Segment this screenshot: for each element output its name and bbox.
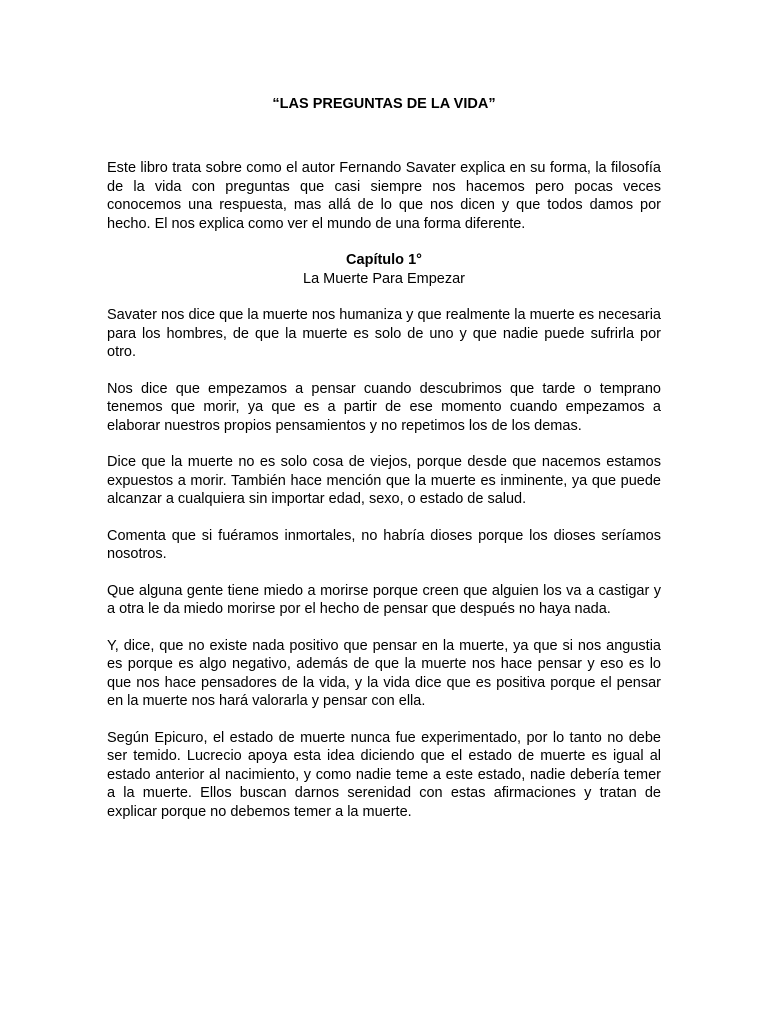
body-paragraph-2: Nos dice que empezamos a pensar cuando descubrimos que tarde o temprano tenemos que morir, ya que es a partir de ese momento cuando empezamos a elaborar nuestros propios pensamientos y no repetimos los de los demas. bbox=[107, 380, 661, 434]
body-paragraph-7: Según Epicuro, el estado de muerte nunca fue experimentado, por lo tanto no debe ser temido. Lucrecio apoya esta idea diciendo que el estado de muerte es igual al estado anterior al nacimiento, y como nadie teme a este estado, nadie debería temer a la muerte. Ellos buscan darnos serenidad con estas afirmaciones y tratan de explicar porque no debemos temer a la muerte. bbox=[107, 729, 661, 820]
body-paragraph-1: Savater nos dice que la muerte nos humaniza y que realmente la muerte es necesaria para los hombres, de que la muerte es solo de uno y que nadie puede sufrirla por otro. bbox=[107, 307, 661, 360]
body-paragraph-5: Que alguna gente tiene miedo a morirse porque creen que alguien los va a castigar y a otra le da miedo morirse por el hecho de pensar que después no haya nada. bbox=[107, 582, 661, 617]
chapter-subtitle: La Muerte Para Empezar bbox=[303, 270, 465, 287]
chapter-heading: Capítulo 1° bbox=[346, 252, 422, 268]
document-title: “LAS PREGUNTAS DE LA VIDA” bbox=[272, 96, 496, 112]
body-paragraph-3: Dice que la muerte no es solo cosa de viejos, porque desde que nacemos estamos expuestos a morir. También hace mención que la muerte es inminente, ya que puede alcanzar a cualquiera sin importar edad, sexo, o estado de salud. bbox=[107, 454, 661, 507]
body-paragraph-6: Y, dice, que no existe nada positivo que pensar en la muerte, ya que si nos angustia es porque es algo negativo, además de que la muerte nos hace pensar y eso es lo que nos hace pensadores de la vida, y la vida dice que es positiva porque el pensar en la muerte nos hará valorarla y pensar con ella. bbox=[107, 637, 661, 709]
body-paragraph-4: Comenta que si fuéramos inmortales, no habría dioses porque los dioses seríamos nosotros. bbox=[107, 527, 661, 562]
intro-paragraph: Este libro trata sobre como el autor Fernando Savater explica en su forma, la filosofía de la vida con preguntas que casi siempre nos hacemos pero pocas veces conocemos una respuesta, mas allá de lo que nos dicen y que todos damos por hecho. El nos explica como ver el mundo de una forma diferente. bbox=[107, 160, 661, 232]
